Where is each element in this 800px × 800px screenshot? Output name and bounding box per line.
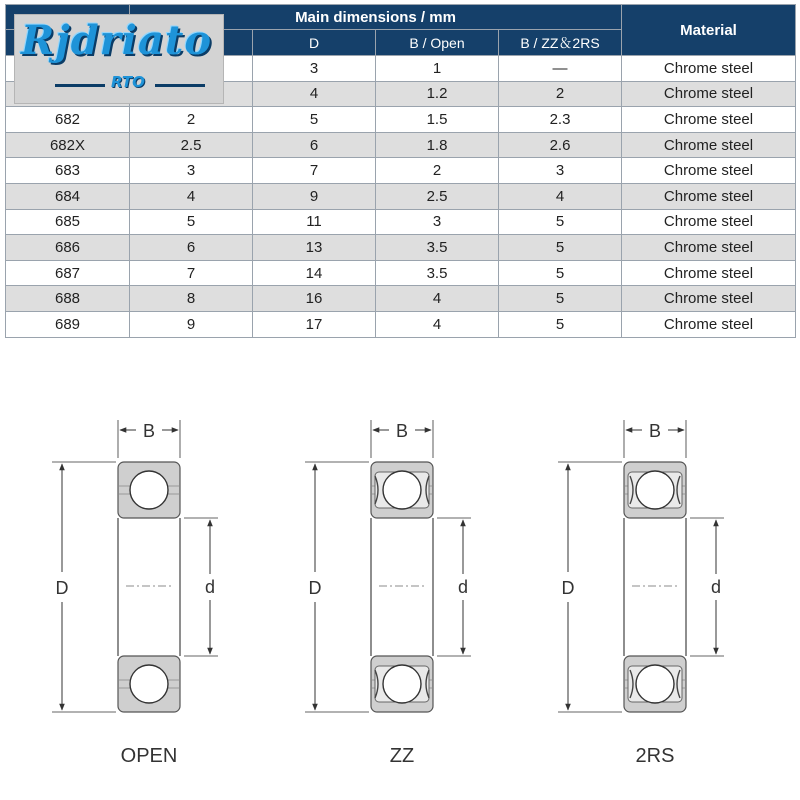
cell-model: 682X — [6, 132, 130, 158]
cell-d-inner: 4 — [130, 183, 253, 209]
cell-b-zz-2rs: — — [499, 56, 622, 82]
cell-b-open: 3.5 — [376, 260, 499, 286]
dim-label-b: B — [395, 421, 409, 441]
cell-d-outer: 6 — [253, 132, 376, 158]
cell-b-zz-2rs: 4 — [499, 183, 622, 209]
cell-d-outer: 5 — [253, 107, 376, 133]
header-col-b-open: B / Open — [376, 30, 499, 56]
dim-label-b: B — [142, 421, 156, 441]
diagram-2rs — [558, 420, 724, 767]
cell-d-inner: 3 — [130, 158, 253, 184]
cell-d-outer: 7 — [253, 158, 376, 184]
dim-label-b: B — [648, 421, 662, 441]
cell-b-zz-2rs: 5 — [499, 286, 622, 312]
brand-logo — [14, 14, 224, 104]
cell-b-open: 1.5 — [376, 107, 499, 133]
table-row — [6, 235, 796, 261]
cell-d-outer: 3 — [253, 56, 376, 82]
cell-b-zz-2rs: 5 — [499, 260, 622, 286]
cell-model: 689 — [6, 311, 130, 337]
cell-material: Chrome steel — [622, 260, 796, 286]
diagram-caption: ZZ — [389, 745, 415, 767]
ball — [636, 665, 674, 703]
cell-model: 686 — [6, 235, 130, 261]
cell-material: Chrome steel — [622, 107, 796, 133]
cell-b-open: 1.8 — [376, 132, 499, 158]
cell-b-zz-2rs: 5 — [499, 235, 622, 261]
cell-d-inner: 6 — [130, 235, 253, 261]
cell-b-zz-2rs: 2 — [499, 81, 622, 107]
table-row — [6, 107, 796, 133]
logo-subtext: RTO — [111, 73, 145, 91]
cell-b-open: 2 — [376, 158, 499, 184]
cell-d-inner: 5 — [130, 209, 253, 235]
dim-label-d: d — [204, 577, 216, 597]
ball — [383, 665, 421, 703]
cell-b-open: 4 — [376, 311, 499, 337]
cell-b-open: 4 — [376, 286, 499, 312]
bearing-diagrams — [0, 400, 800, 800]
cell-material: Chrome steel — [622, 81, 796, 107]
dim-label-D: D — [55, 578, 69, 598]
ball — [130, 665, 168, 703]
table-row — [6, 260, 796, 286]
cell-material: Chrome steel — [622, 183, 796, 209]
cell-b-zz-2rs: 2.6 — [499, 132, 622, 158]
cell-material: Chrome steel — [622, 56, 796, 82]
cell-d-outer: 11 — [253, 209, 376, 235]
cell-b-open: 3.5 — [376, 235, 499, 261]
dim-label-D: D — [308, 578, 322, 598]
cell-d-inner: 8 — [130, 286, 253, 312]
cell-d-outer: 14 — [253, 260, 376, 286]
cell-b-open: 3 — [376, 209, 499, 235]
logo-rule-left — [55, 84, 105, 87]
dim-label-d: d — [457, 577, 469, 597]
logo-rule-right — [155, 84, 205, 87]
diagram-caption: OPEN — [120, 745, 178, 767]
table-row — [6, 183, 796, 209]
cell-d-outer: 13 — [253, 235, 376, 261]
cell-model: 682 — [6, 107, 130, 133]
cell-model: 683 — [6, 158, 130, 184]
cell-b-zz-2rs: 5 — [499, 311, 622, 337]
cell-d-inner: 2.5 — [130, 132, 253, 158]
diagram-zz — [305, 420, 471, 767]
cell-material: Chrome steel — [622, 158, 796, 184]
cell-material: Chrome steel — [622, 286, 796, 312]
dim-label-d: d — [710, 577, 722, 597]
cell-d-outer: 17 — [253, 311, 376, 337]
header-material: Material — [622, 5, 796, 56]
cell-b-zz-2rs: 5 — [499, 209, 622, 235]
header-main-dimensions: Main dimensions / mm — [130, 5, 622, 30]
table-row — [6, 286, 796, 312]
diagram-open — [52, 420, 218, 767]
ball — [130, 471, 168, 509]
cell-b-open: 2.5 — [376, 183, 499, 209]
cell-d-outer: 9 — [253, 183, 376, 209]
cell-model: 688 — [6, 286, 130, 312]
cell-model: 685 — [6, 209, 130, 235]
cell-material: Chrome steel — [622, 209, 796, 235]
cell-d-inner: 7 — [130, 260, 253, 286]
diagram-caption: 2RS — [635, 745, 675, 767]
table-row — [6, 209, 796, 235]
cell-d-inner: 9 — [130, 311, 253, 337]
cell-b-open: 1 — [376, 56, 499, 82]
dim-label-D: D — [561, 578, 575, 598]
table-row — [6, 132, 796, 158]
table-row — [6, 311, 796, 337]
cell-material: Chrome steel — [622, 311, 796, 337]
ball — [383, 471, 421, 509]
cell-material: Chrome steel — [622, 235, 796, 261]
cell-d-outer: 16 — [253, 286, 376, 312]
ball — [636, 471, 674, 509]
cell-b-open: 1.2 — [376, 81, 499, 107]
cell-b-zz-2rs: 3 — [499, 158, 622, 184]
logo-wordmark: Rjdriato — [21, 17, 213, 64]
cell-d-outer: 4 — [253, 81, 376, 107]
header-col-b-zz-2rs: B / ZZ＆2RS — [499, 30, 622, 56]
cell-material: Chrome steel — [622, 132, 796, 158]
cell-model: 687 — [6, 260, 130, 286]
header-col-d-outer: D — [253, 30, 376, 56]
table-row — [6, 158, 796, 184]
cell-d-inner: 2 — [130, 107, 253, 133]
cell-b-zz-2rs: 2.3 — [499, 107, 622, 133]
cell-model: 684 — [6, 183, 130, 209]
